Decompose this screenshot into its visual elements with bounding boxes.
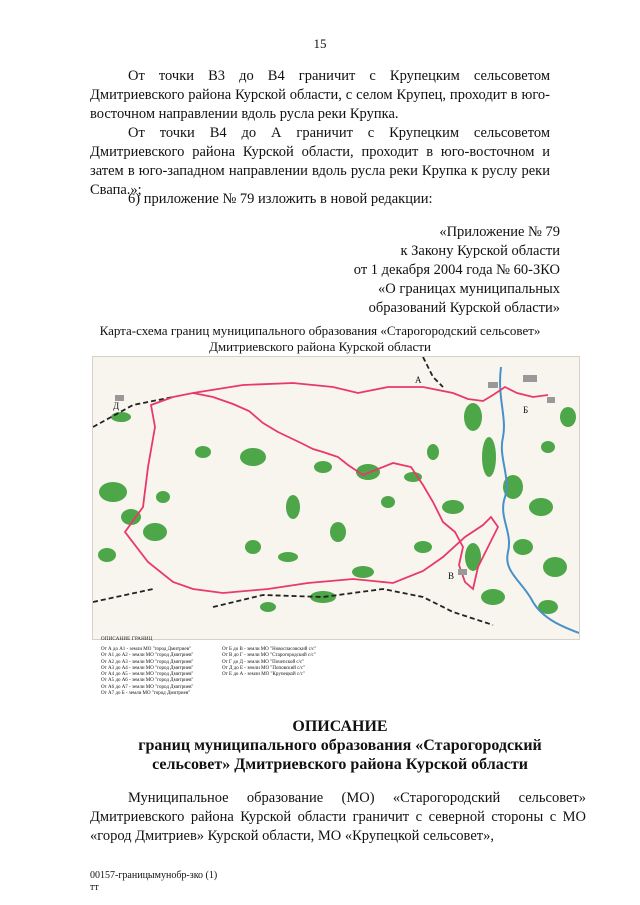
legend-item: От Д до Е - земли МО "Поповский с/с" <box>222 665 306 671</box>
body-paragraph: Муниципальное образование (МО) «Старогородский сельсовет» Дмитриевского района Курской области граничит с северной стороны с МО «город Дмитриев» Курской области, МО «Крупецкой сельсовет», <box>90 790 586 844</box>
legend-item: От А3 до А4 - земли МО "город Дмитриев" <box>101 665 194 671</box>
footer-file-name: 00157-границымунобр-зко (1) <box>90 870 218 881</box>
legend-item: От А4 до А5 - земли МО "город Дмитриев" <box>101 672 194 678</box>
legend-item: От Б до В - земли МО "Новоспасовский с/с" <box>222 647 317 652</box>
legend-item: От А7 до Б - земли МО "город Дмитриев" <box>101 691 191 697</box>
appendix-line: «Приложение № 79 <box>439 224 560 240</box>
legend-heading: ОПИСАНИЕ ГРАНИЦ <box>101 637 153 642</box>
paragraph-v3-v4 <box>90 67 550 124</box>
boundary-line <box>125 387 548 593</box>
appendix-line: к Закону Курской области <box>400 243 560 259</box>
legend-item: От А2 до А3 - земли МО "город Дмитриев" <box>101 659 194 665</box>
paragraph-v4-a <box>90 124 550 200</box>
description-subtitle: границ муниципального образования «Старогородский <box>138 737 542 754</box>
appendix-line: от 1 декабря 2004 года № 60-ЗКО <box>353 262 560 278</box>
legend-left-column <box>101 647 193 697</box>
legend-item: От А6 до А7 - земли МО "город Дмитриев" <box>101 684 194 690</box>
appendix-header <box>330 223 560 318</box>
map-graphic <box>93 357 579 639</box>
legend-item: От А до А1 - земли МО "город Дмитриев" <box>101 647 191 652</box>
paragraph-appendix-intro <box>90 190 550 209</box>
map-title <box>60 323 580 355</box>
boundary-map <box>92 356 580 640</box>
paragraph-text: От точки В4 до А граничит с Крупецким сельсоветом Дмитриевского района Курской области, проходит в юго-восточном и затем в юго-западном направлении вдоль русла реки Крупка к руслу реки Свапа.»; <box>90 125 550 198</box>
description-subtitle: сельсовет» Дмитриевского района Курской области <box>152 756 528 773</box>
legend-item: От А5 до А6 - земли МО "город Дмитриев" <box>101 678 194 684</box>
description-heading <box>90 717 590 774</box>
map-title-line: Дмитриевского района Курской области <box>209 339 431 354</box>
page-number: 15 <box>313 36 327 51</box>
map-point-b: Б <box>523 405 529 415</box>
legend-right-column <box>222 647 316 678</box>
legend-item: От Г до Д - земли МО "Почепской с/с" <box>222 659 305 665</box>
legend-item: От Е до А - земли МО "Крупецкой с/с" <box>222 672 305 678</box>
map-title-line: Карта-схема границ муниципального образования «Старогородский сельсовет» <box>99 323 541 338</box>
legend-item: От В до Г - земли МО "Старогородский с/с" <box>222 653 316 659</box>
map-point-d: Д <box>113 401 120 411</box>
legend-item: От А1 до А2 - земли МО "город Дмитриев" <box>101 653 194 659</box>
footer-code: тт <box>90 882 99 893</box>
document-footer <box>90 870 217 894</box>
description-title: ОПИСАНИЕ <box>292 718 388 735</box>
appendix-line: «О границах муниципальных <box>378 281 560 297</box>
description-body <box>90 789 586 846</box>
boundary-north-edge <box>193 383 423 393</box>
paragraph-text: От точки В3 до В4 граничит с Крупецким сельсоветом Дмитриевского района Курской области, с селом Крупец, проходит в юго-восточном направлении вдоль русла реки Крупка. <box>90 68 550 122</box>
appendix-line: образований Курской области» <box>368 300 560 316</box>
map-point-v: В <box>448 571 455 581</box>
paragraph-text: 6) приложение № 79 изложить в новой редакции: <box>128 191 433 207</box>
map-point-a: А <box>415 375 422 385</box>
